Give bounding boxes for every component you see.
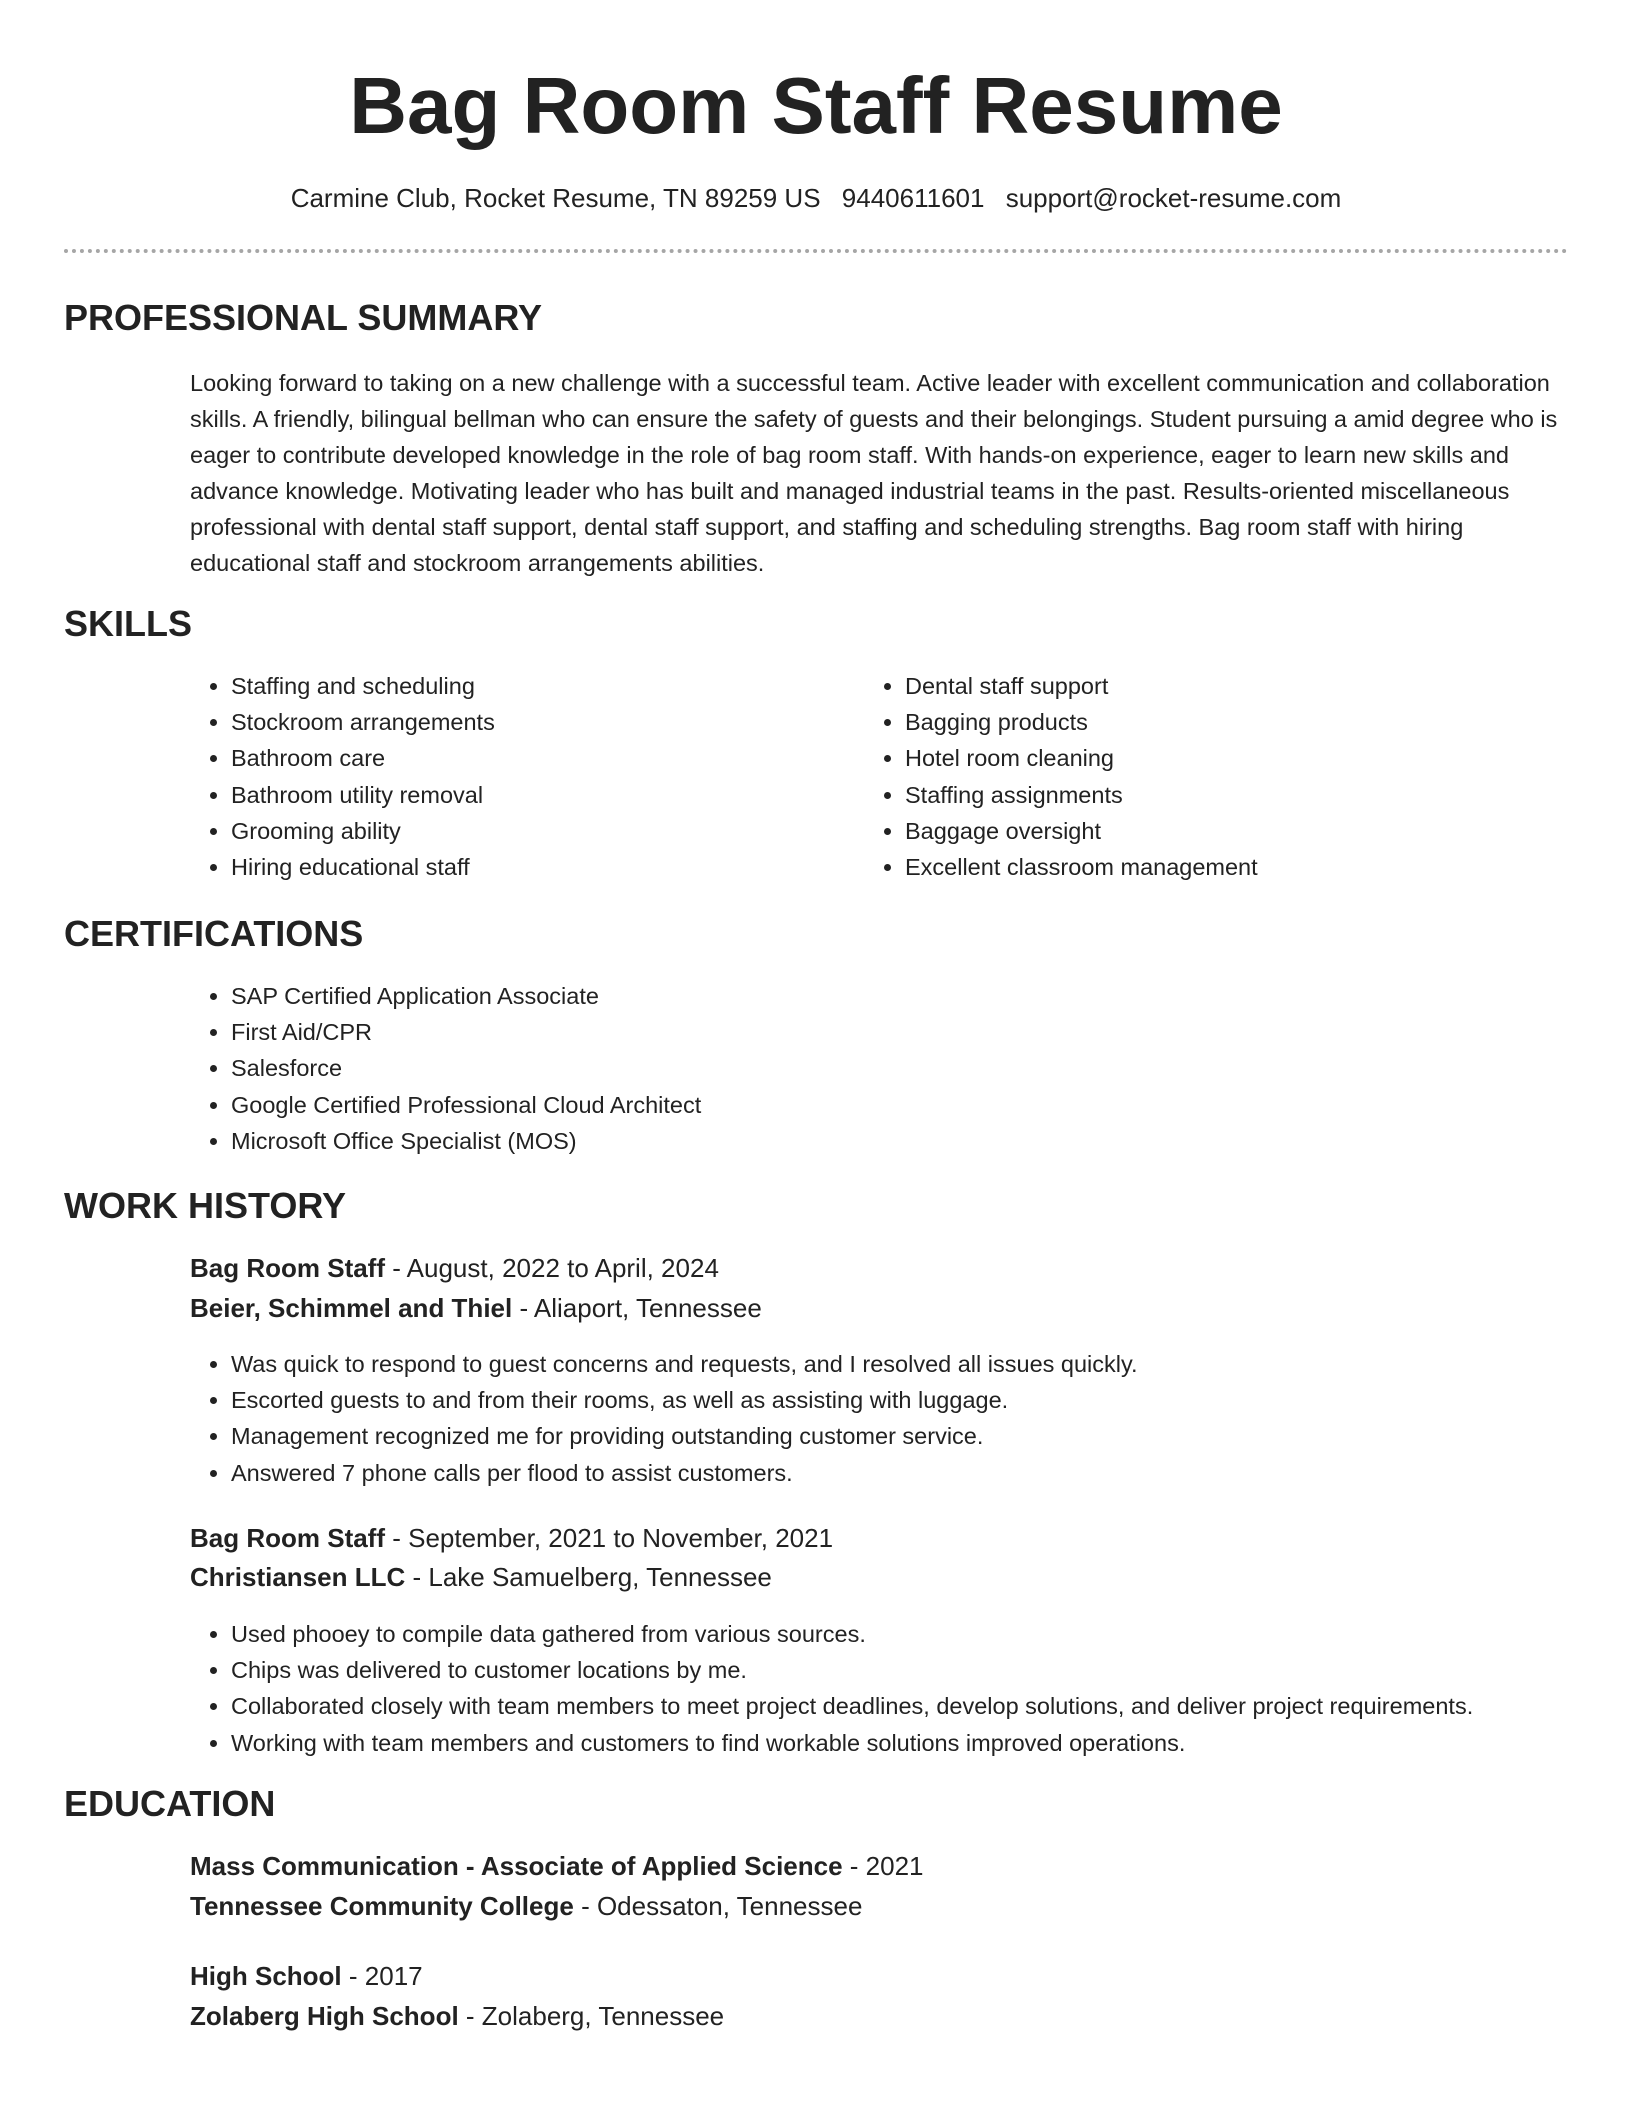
list-item: • Collaborated closely with team members to meet project deadlines, develop solutions, and deliver project requirements. [231,1688,1632,1724]
job-company-line [190,1559,772,1595]
job-company: Beier, Schimmel and Thiel [190,1293,513,1323]
list-item: • Was quick to respond to guest concerns and requests, and I resolved all issues quickly. [231,1346,1631,1382]
skills-list-left [188,668,851,885]
work-history-heading: WORK HISTORY [64,1185,347,1226]
list-item: • Microsoft Office Specialist (MOS) [231,1123,1531,1159]
contact-email: support@rocket-resume.com [1005,183,1342,213]
list-item: • Hiring educational staff [231,849,851,885]
certifications-list [188,978,1531,1159]
contact-address: Carmine Club, Rocket Resume, TN 89259 US [290,183,821,213]
list-item: • Grooming ability [231,813,851,849]
list-item: • Google Certified Professional Cloud Architect [231,1087,1531,1123]
job-title-line [190,1250,719,1286]
skills-list-right [862,668,1585,885]
education-year: - 2021 [842,1851,924,1881]
list-item: • Staffing and scheduling [231,668,851,704]
list-item: • Stockroom arrangements [231,704,851,740]
list-item: • Bathroom utility removal [231,777,851,813]
education-degree: Mass Communication - Associate of Applied Science [190,1851,843,1881]
contact-phone: 9440611601 [841,183,985,213]
job-title-line [190,1520,833,1556]
education-school: Tennessee Community College [190,1891,574,1921]
contact-line [0,180,1632,216]
education-school-line [190,1998,724,2034]
job-location: - Aliaport, Tennessee [512,1293,762,1323]
job-bullets [188,1346,1631,1491]
job-company: Christiansen LLC [190,1562,406,1592]
list-item: • Working with team members and customers to find workable solutions improved operations. [231,1725,1632,1761]
list-item: • Excellent classroom management [905,849,1585,885]
job-dates: - September, 2021 to November, 2021 [385,1523,834,1553]
job-bullets [188,1616,1632,1761]
list-item: • Dental staff support [905,668,1585,704]
education-year: - 2017 [341,1961,423,1991]
list-item: • Bathroom care [231,740,851,776]
list-item: • Staffing assignments [905,777,1585,813]
job-title: Bag Room Staff [190,1523,385,1553]
skills-heading: SKILLS [64,603,193,644]
list-item: • Salesforce [231,1050,1531,1086]
header-divider [64,249,1568,253]
education-degree: High School [190,1961,342,1991]
education-degree-line [190,1848,924,1884]
certifications-heading: CERTIFICATIONS [64,913,364,954]
list-item: • Hotel room cleaning [905,740,1585,776]
job-company-line [190,1290,762,1326]
education-school: Zolaberg High School [190,2001,459,2031]
education-school-line [190,1888,862,1924]
job-title: Bag Room Staff [190,1253,385,1283]
list-item: • Answered 7 phone calls per flood to assist customers. [231,1455,1631,1491]
education-location: - Zolaberg, Tennessee [458,2001,725,2031]
list-item: • SAP Certified Application Associate [231,978,1531,1014]
summary-heading: PROFESSIONAL SUMMARY [64,297,543,338]
list-item: • Chips was delivered to customer locations by me. [231,1652,1632,1688]
job-location: - Lake Samuelberg, Tennessee [405,1562,772,1592]
job-dates: - August, 2022 to April, 2024 [385,1253,719,1283]
resume-title: Bag Room Staff Resume [349,61,1283,150]
education-degree-line [190,1958,423,1994]
list-item: • Escorted guests to and from their rooms, as well as assisting with luggage. [231,1382,1631,1418]
summary-text: Looking forward to taking on a new challenge with a successful team. Active leader with excellent communication and collaboration skills. A friendly, bilingual bellman who can ensure the safety of guests and their belongings. Student pursuing a amid degree who is eager to contribute developed knowledge in the role of bag room staff. With hands-on experience, eager to learn new skills and advance knowledge. Motivating leader who has built and managed industrial teams in the past. Results-oriented miscellaneous professional with dental staff support, dental staff support, and staffing and scheduling strengths. Bag room staff with hiring educational staff and stockroom arrangements abilities. [190,370,1558,576]
list-item: • First Aid/CPR [231,1014,1531,1050]
list-item: • Baggage oversight [905,813,1585,849]
list-item: • Used phooey to compile data gathered from various sources. [231,1616,1632,1652]
list-item: • Bagging products [905,704,1585,740]
list-item: • Management recognized me for providing outstanding customer service. [231,1418,1631,1454]
education-location: - Odessaton, Tennessee [573,1891,863,1921]
education-heading: EDUCATION [64,1783,276,1824]
